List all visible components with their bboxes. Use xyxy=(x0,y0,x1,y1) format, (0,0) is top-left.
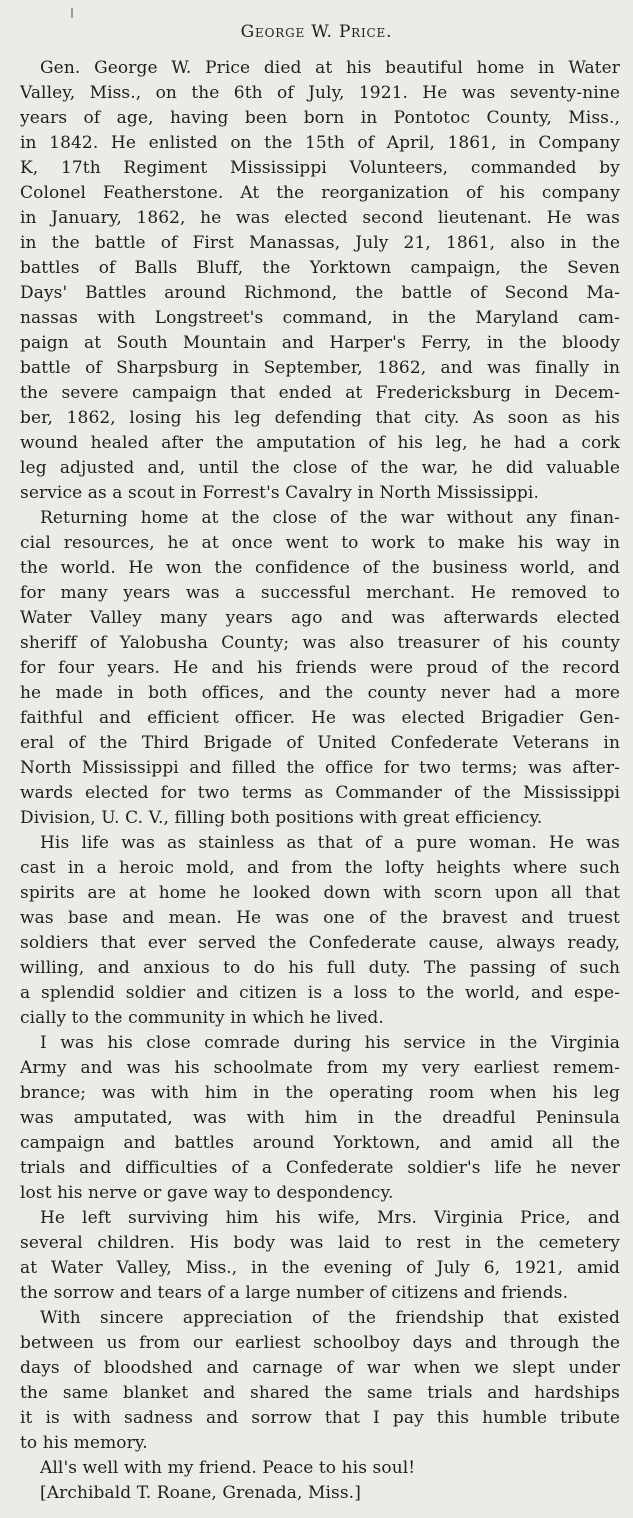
text-line: battles of Balls Bluff, the Yorktown campaign, the Seven xyxy=(20,258,620,278)
text-line: in January, 1862, he was elected second lieutenant. He was xyxy=(20,208,620,228)
text-line: battle of Sharpsburg in September, 1862, and was finally in xyxy=(20,358,620,378)
text-line: With sincere appreciation of the friendship that existed xyxy=(40,1308,620,1328)
scan-mark xyxy=(71,8,73,18)
text-line: cast in a heroic mold, and from the lofty heights where such xyxy=(20,858,620,878)
text-line: at Water Valley, Miss., in the evening of July 6, 1921, amid xyxy=(20,1258,620,1278)
text-line: Returning home at the close of the war without any finan- xyxy=(40,508,620,528)
text-line: He left surviving him his wife, Mrs. Virginia Price, and xyxy=(40,1208,620,1228)
text-line: North Mississippi and filled the office for two terms; was after- xyxy=(20,758,620,778)
text-line: Days' Battles around Richmond, the battle of Second Ma- xyxy=(20,283,620,303)
text-line: All's well with my friend. Peace to his soul! xyxy=(40,1458,416,1478)
text-line: the world. He won the confidence of the business world, and xyxy=(20,558,620,578)
text-line: Army and was his schoolmate from my very earliest remem- xyxy=(20,1058,620,1078)
text-line: he made in both offices, and the county never had a more xyxy=(20,683,620,703)
text-line: for four years. He and his friends were proud of the record xyxy=(20,658,620,678)
text-line: faithful and efficient officer. He was elected Brigadier Gen- xyxy=(20,708,620,728)
text-line: willing, and anxious to do his full duty. The passing of such xyxy=(20,958,620,978)
paragraph xyxy=(20,1456,620,1481)
text-line: a splendid soldier and citizen is a loss to the world, and espe- xyxy=(20,983,620,1003)
text-line: it is with sadness and sorrow that I pay this humble tribute xyxy=(20,1408,620,1428)
text-line: days of bloodshed and carnage of war when we slept under xyxy=(20,1358,620,1378)
text-line: cial resources, he at once went to work to make his way in xyxy=(20,533,620,553)
text-line: service as a scout in Forrest's Cavalry in North Mississippi. xyxy=(20,483,539,503)
text-line: spirits are at home he looked down with scorn upon all that xyxy=(20,883,620,903)
text-line: sheriff of Yalobusha County; was also treasurer of his county xyxy=(20,633,620,653)
text-line: soldiers that ever served the Confederate cause, always ready, xyxy=(20,933,620,953)
paragraph xyxy=(20,1306,620,1456)
paragraph xyxy=(20,1206,620,1306)
text-line: was amputated, was with him in the dreadful Peninsula xyxy=(20,1108,620,1128)
text-line: wards elected for two terms as Commander of the Mississippi xyxy=(20,783,620,803)
text-line: trials and difficulties of a Confederate soldier's life he never xyxy=(20,1158,620,1178)
text-line: nassas with Longstreet's command, in the Maryland cam- xyxy=(20,308,620,328)
article-body xyxy=(20,56,620,1506)
text-line: Valley, Miss., on the 6th of July, 1921. He was seventy-nine xyxy=(20,83,620,103)
text-line: K, 17th Regiment Mississippi Volunteers, commanded by xyxy=(20,158,620,178)
paragraph xyxy=(20,1481,620,1506)
text-line: Gen. George W. Price died at his beautiful home in Water xyxy=(40,58,620,78)
text-line: for many years was a successful merchant. He removed to xyxy=(20,583,620,603)
paragraph xyxy=(20,1031,620,1206)
text-line: several children. His body was laid to rest in the cemetery xyxy=(20,1233,620,1253)
text-line: [Archibald T. Roane, Grenada, Miss.] xyxy=(40,1483,361,1503)
text-line: the sorrow and tears of a large number of citizens and friends. xyxy=(20,1283,569,1303)
text-line: paign at South Mountain and Harper's Ferry, in the bloody xyxy=(20,333,620,353)
text-line: was base and mean. He was one of the bravest and truest xyxy=(20,908,620,928)
text-line: leg adjusted and, until the close of the war, he did valuable xyxy=(20,458,620,478)
text-line: the same blanket and shared the same trials and hardships xyxy=(20,1383,620,1403)
text-line: eral of the Third Brigade of United Confederate Veterans in xyxy=(20,733,620,753)
text-line: the severe campaign that ended at Fredericksburg in Decem- xyxy=(20,383,620,403)
text-line: cially to the community in which he lived. xyxy=(20,1008,384,1028)
text-line: to his memory. xyxy=(20,1433,148,1453)
text-line: His life was as stainless as that of a pure woman. He was xyxy=(40,833,620,853)
text-line: wound healed after the amputation of his leg, he had a cork xyxy=(20,433,620,453)
text-line: lost his nerve or gave way to despondency. xyxy=(20,1183,394,1203)
text-line: in the battle of First Manassas, July 21, 1861, also in the xyxy=(20,233,620,253)
text-line: between us from our earliest schoolboy days and through the xyxy=(20,1333,620,1353)
text-line: Colonel Featherstone. At the reorganization of his company xyxy=(20,183,620,203)
paragraph xyxy=(20,506,620,831)
text-line: Division, U. C. V., filling both positions with great efficiency. xyxy=(20,808,543,828)
text-line: I was his close comrade during his service in the Virginia xyxy=(40,1033,620,1053)
text-line: campaign and battles around Yorktown, and amid all the xyxy=(20,1133,620,1153)
paragraph xyxy=(20,831,620,1031)
text-line: in 1842. He enlisted on the 15th of April, 1861, in Company xyxy=(20,133,620,153)
text-line: brance; was with him in the operating room when his leg xyxy=(20,1083,620,1103)
text-line: years of age, having been born in Pontotoc County, Miss., xyxy=(20,108,620,128)
text-line: Water Valley many years ago and was afterwards elected xyxy=(20,608,620,628)
text-line: ber, 1862, losing his leg defending that city. As soon as his xyxy=(20,408,620,428)
paragraph xyxy=(20,56,620,506)
article-title: George W. Price. xyxy=(240,22,393,42)
